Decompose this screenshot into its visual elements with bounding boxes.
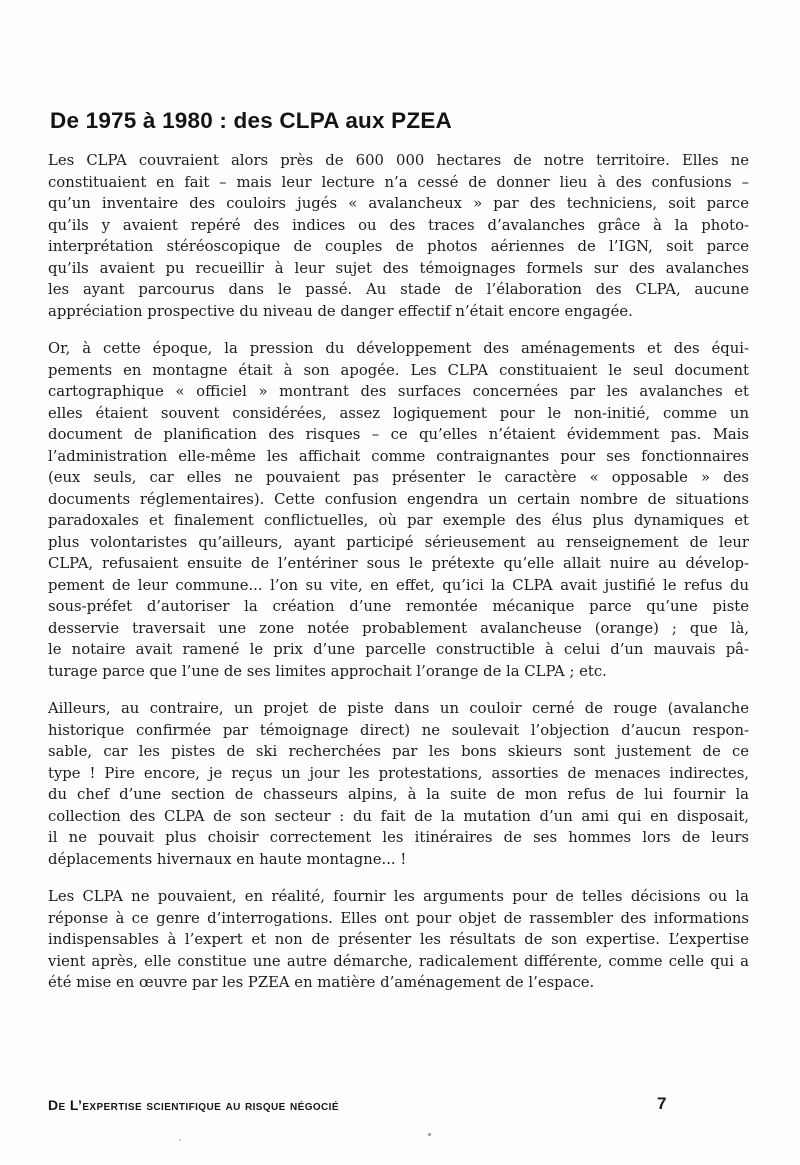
- text-line: réponse à ce genre d’interrogations. Elles ont pour objet de rassembler des informations: [48, 909, 749, 927]
- paragraph-1: [48, 150, 749, 322]
- text-line: (eux seuls, car elles ne pouvaient pas présenter le caractère « opposable » des: [48, 469, 749, 486]
- text-line: sable, car les pistes de ski recherchées par les bons skieurs sont justement de ce: [48, 743, 749, 760]
- text-line: l’administration elle-même les affichait comme contraignantes pour ses fonctionnaires: [48, 447, 749, 465]
- paragraph-3: [48, 698, 749, 870]
- text-line: indispensables à l’expert et non de présenter les résultats de son expertise. L’expertise: [48, 931, 749, 948]
- text-line: document de planification des risques – ce qu’elles n’étaient évidemment pas. Mais: [48, 426, 749, 443]
- page-title: De 1975 à 1980 : des CLPA aux PZEA: [50, 108, 452, 133]
- text-line: plus volontaristes qu’ailleurs, ayant participé sérieusement au renseignement de leur: [48, 533, 749, 551]
- text-line: Ailleurs, au contraire, un projet de piste dans un couloir cerné de rouge (avalanche: [48, 700, 749, 717]
- body-text: [48, 150, 749, 1010]
- text-line: pement de leur commune... l’on su vite, en effet, qu’ici la CLPA avait justifié le refus du: [48, 576, 749, 594]
- page-number: 7: [657, 1094, 667, 1113]
- text-line: historique confirmée par témoignage direct) ne soulevait l’objection d’aucun respon-: [48, 721, 749, 739]
- text-line: du chef d’une section de chasseurs alpins, à la suite de mon refus de lui fournir la: [48, 786, 749, 803]
- text-line: Les CLPA couvraient alors près de 600 000 hectares de notre territoire. Elles ne: [48, 152, 749, 169]
- text-line: Or, à cette époque, la pression du développement des aménagements et des équi-: [48, 340, 749, 357]
- text-line: déplacements hivernaux en haute montagne... !: [48, 850, 407, 868]
- scan-speck: [179, 1139, 181, 1141]
- text-line: documents réglementaires). Cette confusion engendra un certain nombre de situations: [48, 490, 749, 508]
- text-line: turage parce que l’une de ses limites approchait l’orange de la CLPA ; etc.: [48, 662, 607, 680]
- text-line: qu’ils y avaient repéré des indices ou des traces d’avalanches grâce à la photo-: [48, 216, 749, 234]
- text-line: elles étaient souvent considérées, assez logiquement pour le non-initié, comme un: [48, 404, 749, 422]
- page-footer: [48, 1094, 752, 1118]
- running-title: De L’expertise scientifique au risque négocié: [48, 1097, 339, 1113]
- text-line: pements en montagne était à son apogée. Les CLPA constituaient le seul document: [48, 361, 749, 379]
- paragraph-2: [48, 338, 749, 682]
- text-line: le notaire avait ramené le prix d’une parcelle constructible à celui d’un mauvais pâ-: [48, 641, 749, 658]
- text-line: paradoxales et finalement conflictuelles, où par exemple des élus plus dynamiques et: [48, 512, 749, 529]
- text-line: cartographique « officiel » montrant des surfaces concernées par les avalanches et: [48, 383, 749, 400]
- scan-speck: [428, 1133, 431, 1136]
- paragraph-4: [48, 886, 749, 994]
- text-line: qu’un inventaire des couloirs jugés « avalancheux » par des techniciens, soit parce: [48, 195, 749, 212]
- text-line: les ayant parcourus dans le passé. Au stade de l’élaboration des CLPA, aucune: [48, 281, 749, 298]
- text-line: été mise en œuvre par les PZEA en matière d’aménagement de l’espace.: [48, 974, 595, 991]
- text-line: appréciation prospective du niveau de danger effectif n’était encore engagée.: [48, 302, 633, 320]
- text-line: qu’ils avaient pu recueillir à leur sujet des témoignages formels sur des avalanches: [48, 259, 749, 277]
- text-line: constituaient en fait – mais leur lecture n’a cessé de donner lieu à des confusions –: [48, 173, 749, 191]
- text-line: interprétation stéréoscopique de couples de photos aériennes de l’IGN, soit parce: [48, 238, 749, 255]
- text-line: Les CLPA ne pouvaient, en réalité, fournir les arguments pour de telles décisions ou la: [48, 888, 749, 905]
- text-line: type ! Pire encore, je reçus un jour les protestations, assorties de menaces indirectes,: [48, 764, 749, 782]
- text-line: CLPA, refusaient ensuite de l’entériner sous le prétexte qu’elle allait nuire au dévelop-: [48, 555, 749, 572]
- text-line: vient après, elle constitue une autre démarche, radicalement différente, comme celle qui a: [48, 952, 749, 970]
- text-line: sous-préfet d’autoriser la création d’une remontée mécanique parce qu’une piste: [48, 598, 749, 615]
- text-line: il ne pouvait plus choisir correctement les itinéraires de ses hommes lors de leurs: [48, 829, 749, 846]
- text-line: desservie traversait une zone notée probablement avalancheuse (orange) ; que là,: [48, 619, 749, 637]
- text-line: collection des CLPA de son secteur : du fait de la mutation d’un ami qui en disposait,: [48, 807, 749, 825]
